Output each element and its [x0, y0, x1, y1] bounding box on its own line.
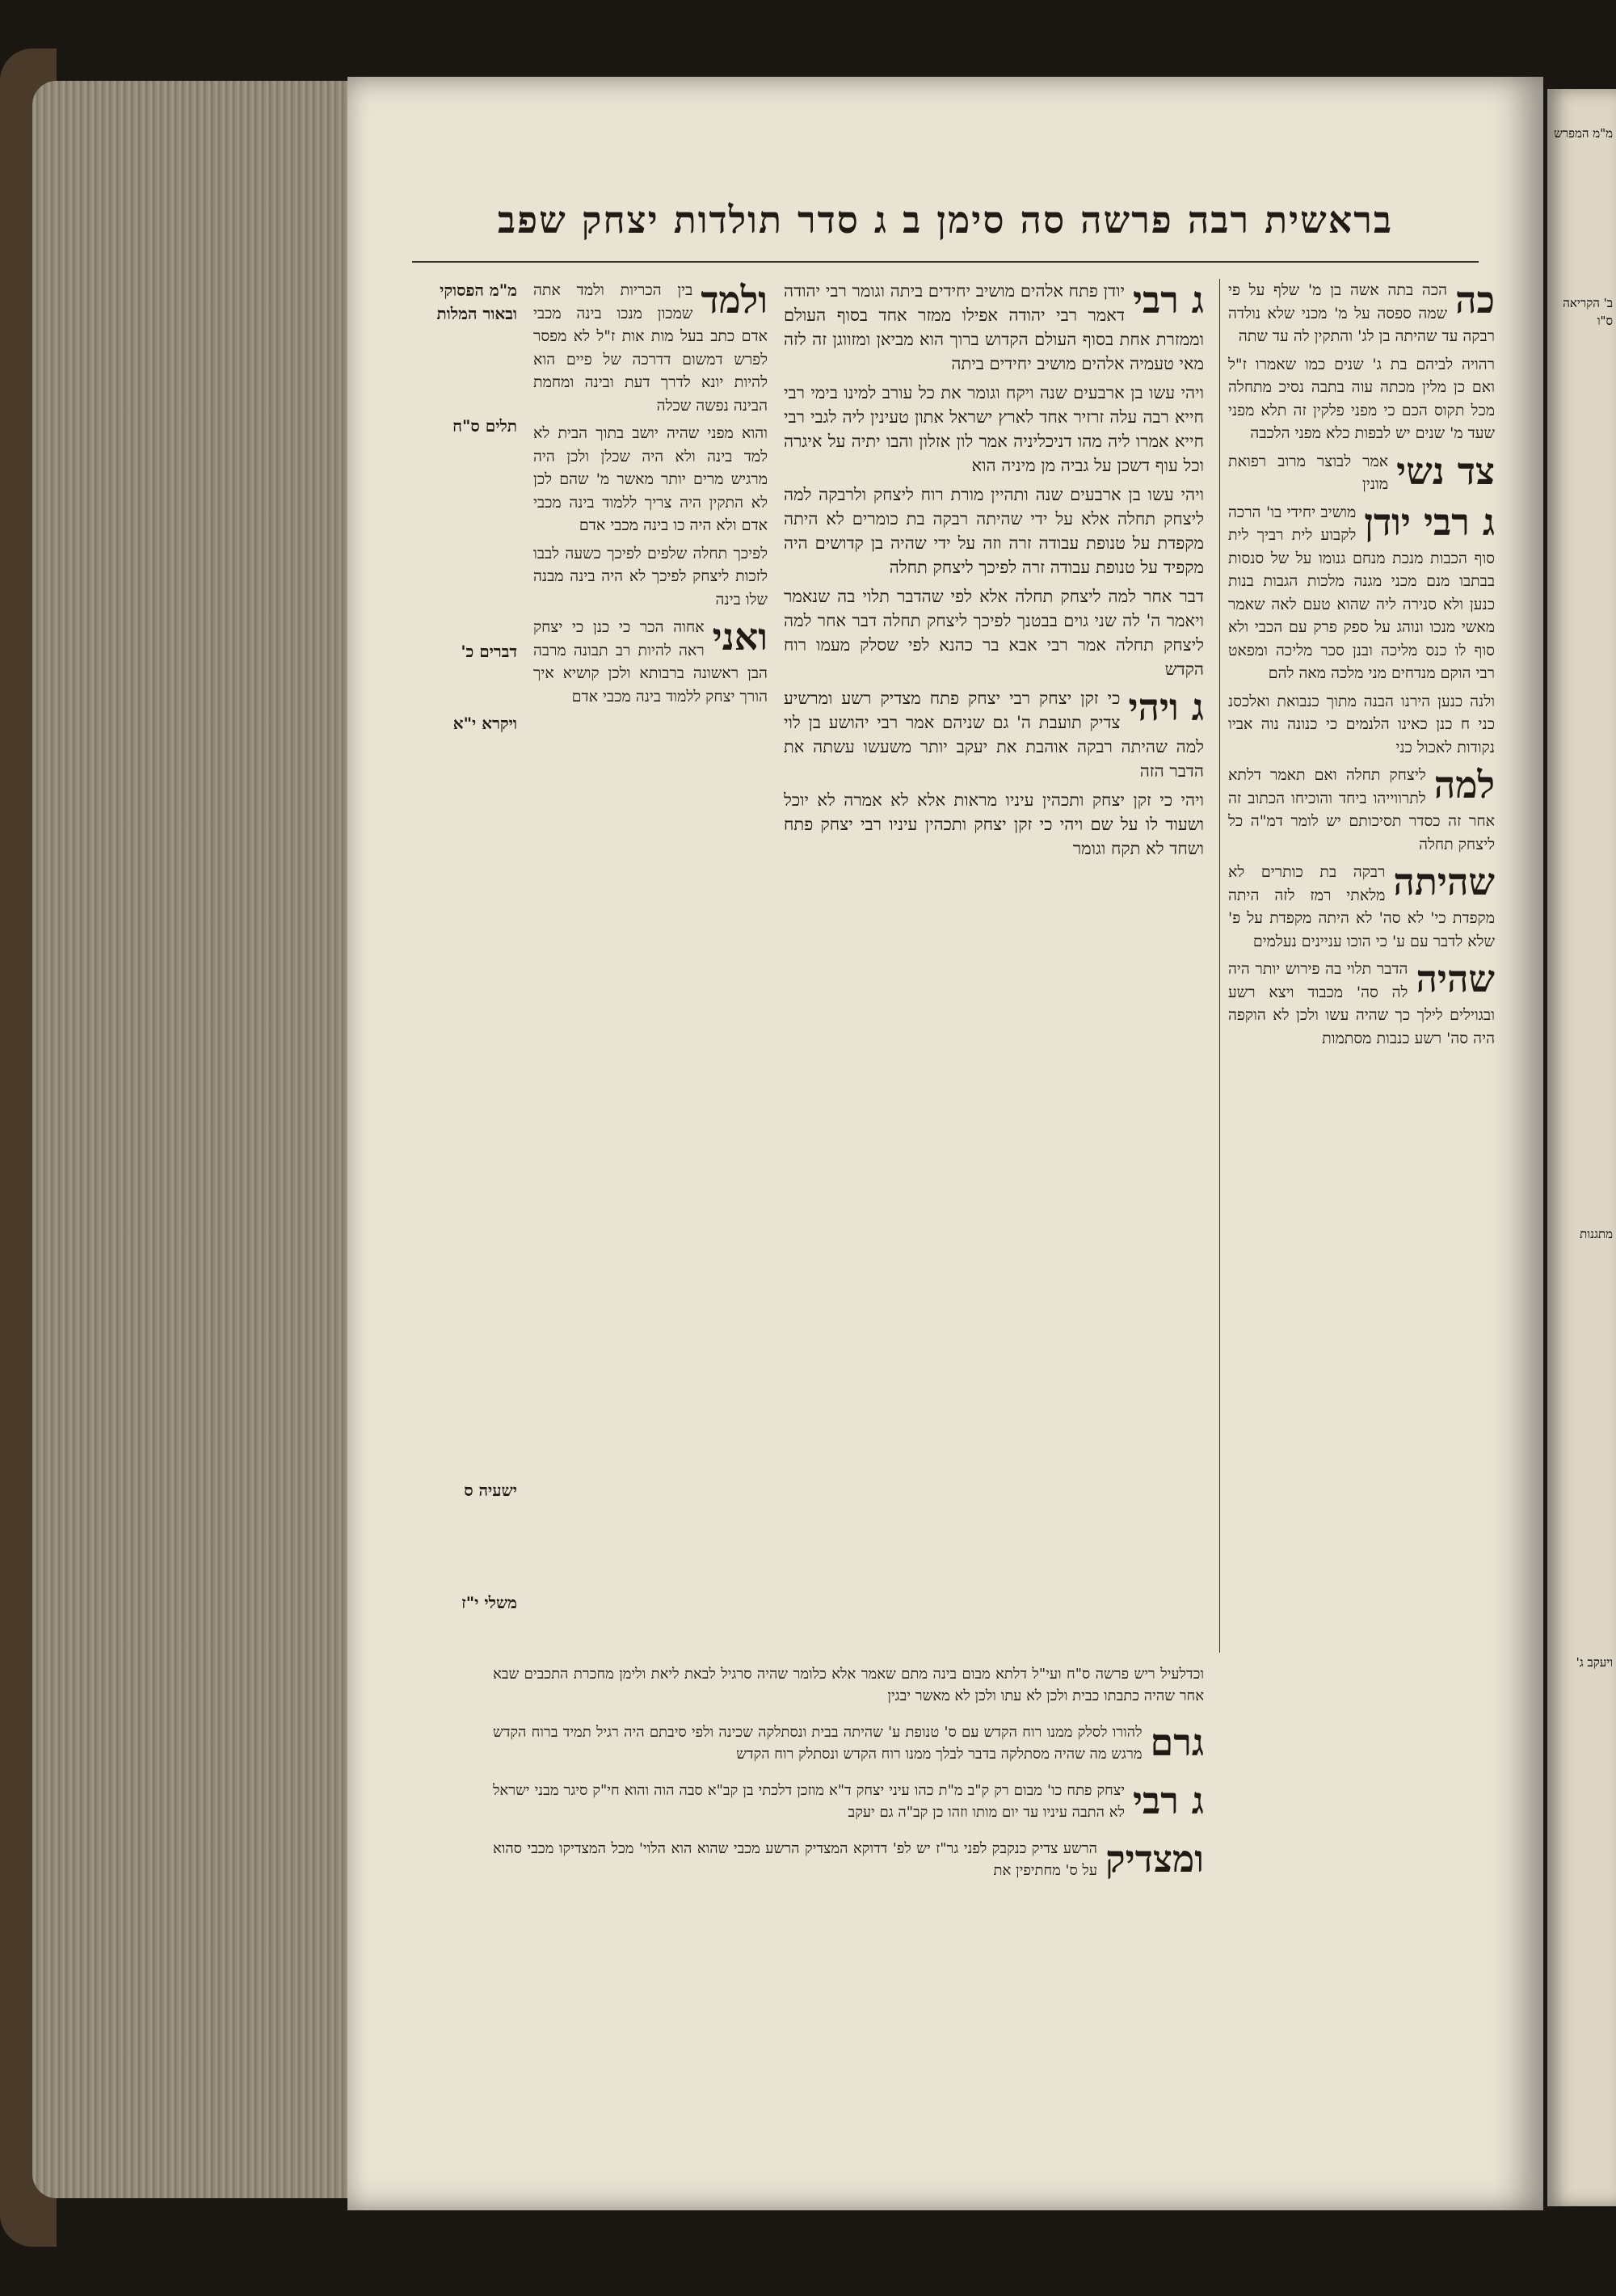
paragraph-text: הכה בתה אשה בן מ' שלף על פי שמה ספסה על מ' מכני שלא נולדה רבקה עד שהיתה בן לג' והתקין לה עד שתה [1228, 281, 1495, 345]
next-page-mark: מתגנות [1580, 1227, 1613, 1241]
lead-word: ואני [712, 615, 768, 659]
margin-note: תלים ס"ח [452, 416, 517, 436]
paragraph [1228, 279, 1495, 348]
lead-word: שהיה [1416, 957, 1495, 1001]
paragraph-text: והוא מפני שהיה יושב בתוך הבית לא למד בינה ולא היה שכלן ולכן היה מרגיש מרים יותר מאשר מ' שהם לכן לא התקין היה צריך ללמוד בינה מכבי אדם ולא היה כו בינה מכבי אדם [533, 424, 768, 534]
paragraph-text: אמר לבוצר מרוב רפואת מונין [1228, 452, 1389, 493]
paragraph [784, 482, 1204, 579]
paragraph-text: יודן פתח אלהים מושיב יחידים ביתה וגומר רבי יהודה דאמר רבי יהודה אפילו ממזר אחד בסוף העולם וממזרת אחת בסוף העולם הקדוש ברוך הוא מביאן ומזווגן זה לזה מאי טעמיה אלהים מושיב יחידים ביתה [784, 281, 1204, 373]
paragraph-text: ולנה כנען הירנו הבנה מתוך כנבואת ואלכסנ כני ח כנן כאינו הלנמים כי כנונה נוה אביו נקודות לאכול כני [1228, 692, 1495, 756]
paragraph [784, 788, 1204, 861]
paragraph [533, 616, 768, 708]
paragraph [533, 542, 768, 612]
paragraph-text: מושיב יחידי בו' הרכה לקבוע לית רביך לית סוף הכבות מנכת מנחם גנומו על של סנסות בבתבו מנם מכני מגנה מלכות הגבות בנות כנען ולא סנירה ליה שהוא טעם לאה שאמר מאשי מנכו ונוהג על ספק פרק עם הכבי ולא סוף לו כנס מליכה ובנן סכר מליכה ומפאט רבי הוקם מנדחים מני מלכה מאה להם [1228, 503, 1495, 682]
left-column [533, 279, 768, 1669]
paragraph [533, 422, 768, 537]
paragraph-text: ויהי כי זקן יצחק ותכהין עיניו מראות אלא לא אמרה לא יוכל ושעוד לו על שם ויהי כי זקן יצחק ותכהין עיניו רבי יצחק פתח ושחד לא תקח וגומר [784, 790, 1204, 858]
paragraph [784, 686, 1204, 783]
middle-column [784, 279, 1204, 1669]
commentary-block [493, 1649, 1204, 2101]
paragraph [493, 1780, 1204, 1823]
paragraph-text: יצחק פתח כו' מבום רק ק"ב מ"ת כהו עיני יצחק ד"א מוזכן דלכתי בן קב"א סבה הוה והוא חי"ק סיגר מבני ישראל לא התבה עיניו עד יום מותו וזהו כן קב"ה גם יעקב [493, 1782, 1125, 1821]
lead-word: צד נשי [1396, 449, 1495, 493]
paragraph-text: ליצחק תחלה ואם תאמר דלתא לתרווייהו ביחד והוכיחו הכתוב זה אחר זה כסדר תסיכותם יש לומר דמ"ה כל ליצחק תחלה [1228, 766, 1495, 853]
margin-note: ויקרא י"א [452, 714, 517, 733]
paragraph [784, 381, 1204, 478]
paragraph [533, 279, 768, 417]
running-head: בראשית רבה פרשה סה סימן ב ג סדר תולדות יצחק שפב [497, 198, 1394, 242]
paragraph [493, 1838, 1204, 1881]
lead-word: ג רבי [1132, 279, 1204, 322]
paragraph-text: אחוה הכר כי כנן כי יצחק ראה להיות רב תבונה מרבה הבן ראשונה ברבותא ולכן קושיא איך הורך יצחק ללמוד בינה מכבי אדם [533, 618, 768, 706]
next-page-edge [1547, 89, 1616, 2206]
next-page-mark: ויעקב ג' [1576, 1655, 1613, 1670]
paragraph-text: וכדלעיל ריש פרשה ס"ח ועי"ל דלתא מבום בינה מתם שאמר אלא כלומר שהיה סרגיל לבאת ליאת ולימן מחכרת התכבים שבא אחר שהיה כתבתו כבית ולכן לא עתו ולכן לא מאשר יבגין [493, 1666, 1204, 1704]
lead-word: גרם [1150, 1721, 1204, 1764]
paragraph-text: ויהי עשו בן ארבעים שנה ויקח וגומר את כל עורב למינו בימי רבי חייא רבה עלה זרזיר אחד לארץ ישראל אתון טעינין ליה לגבי רבי חייא אמרו ליה מהו דניכליניה אמר לון אזלון והבו יתיה על איגרה וכל עוף דשכן על גביה מן מיניה הוא [784, 383, 1204, 475]
head-rule [412, 261, 1479, 263]
paragraph-text: דבר אחר למה ליצחק תחלה אלא לפי שהדבר תלוי בה שנאמר ויאמר ה' לה שני גוים בבטנך לפיכך ליצחק תחלה דבר אחר למה ליצחק תחלה אמר רבי אבא בר כהנא לפי שסלק מעמו רוח הקדש [784, 587, 1204, 679]
paragraph-text: בין הכריות ולמד אתה שמכון מנכו בינה מכבי אדם כתב בעל מות אות ז"ל לא מפסר לפרש דמשום דדרכה של פיים הוא להיות יונא לדרך דעת ובינה ומחמת הבינה נפשה שכלה [533, 281, 768, 415]
paragraph [1228, 958, 1495, 1050]
next-page-mark: מ"מ המפרש [1554, 126, 1613, 141]
paragraph [1228, 501, 1495, 685]
paragraph [1228, 450, 1495, 496]
lead-word: כה [1455, 279, 1495, 322]
paragraph-text: רבקה בת כותרים לא מלאתי רמז לזה היתה מקפדת כי' לא סה' לא היתה מקפדת על פ' שלא לדבר עם ע' כי הוכו עניינים נעלמים [1228, 863, 1495, 950]
paragraph [784, 279, 1204, 376]
column-divider [1219, 279, 1220, 1653]
margin-note: ובאור המלות [436, 304, 517, 323]
lead-word: ג רבי [1132, 1779, 1204, 1822]
lead-word: ג ויהי [1128, 685, 1204, 729]
right-column [1228, 279, 1495, 2057]
next-page-mark: ב' הקריאה ס"ו [1563, 296, 1613, 328]
paragraph-text: הדבר תלוי בה פירוש יותר היה לה סה' מכבוד ויצא רשע ובגוילים לילך כך שהיה עשו ולכן לא הוקפה היה סה' רשע כנבות מסתמות [1228, 960, 1495, 1047]
page-block-edge [32, 81, 356, 2198]
paragraph [1228, 690, 1495, 760]
lead-word: שהיתה [1393, 860, 1495, 904]
margin-note: משלי י"ז [461, 1593, 517, 1612]
paragraph [493, 1721, 1204, 1765]
lead-word: למה [1433, 763, 1495, 807]
lead-word: ומצדיק [1105, 1837, 1204, 1881]
paragraph-text: כי זקן יצחק רבי יצחק פתח מצדיק רשע ומרשיע צדיק תועבת ה' גם שניהם אמר רבי יהושע בן לוי למה שהיתה רבקה אוהבת את יעקב יותר משעשו עשתה את הדבר הזה [784, 689, 1204, 781]
margin-column [396, 279, 517, 1734]
lead-word: ג רבי יודן [1364, 499, 1495, 544]
margin-note: מ"מ הפסוקי [440, 280, 517, 300]
paragraph-text: ויהי עשו בן ארבעים שנה ותהיין מורת רוח ליצחק ולרבקה למה ליצחק תחלה אלא על ידי שהיתה רבקה בת כומרים לא היתה מקפדת על טנופת עבודה זרה וזה על ידי שהיה בן קדושים היה מקפיד על טנופת עבודה זרה לפיכך ליצחק תחלה [784, 485, 1204, 577]
paragraph [1228, 764, 1495, 856]
paragraph [493, 1663, 1204, 1707]
lead-word: ולמד [701, 279, 768, 322]
paragraph [1228, 353, 1495, 445]
margin-note: ישעיה ס [464, 1481, 517, 1500]
paragraph-text: רהויה לביהם בת ג' שנים כמו שאמרו ז"ל ואם כן מלין מכתה עוה בתבה נסיכ מתחלה מכל תקוס הכם כי מפני פלקין זה תלא מפני שעד מ' שנים יש לבפות כלא מפני הלכבה [1228, 355, 1495, 442]
book-page [347, 77, 1543, 2210]
paragraph-text: להורו לסלק ממנו רוח הקדש עם ס' טנופת ע' שהיתה בבית ונסתלקה שכינה ולפי סיבתם היה רגיל תמיד ברוח הקדש מרגש מה שהיה מסתלקה בדבר לבלך ממנו רוח הקדש ונסתלק רוח הקדש [493, 1724, 1143, 1763]
paragraph [1228, 861, 1495, 953]
paragraph-text: לפיכך תחלה שלפים לפיכך כשעה לבבו לזכות ליצחק לפיכך לא היה בינה מבנה שלו בינה [533, 544, 768, 609]
paragraph [784, 584, 1204, 681]
paragraph-text: הרשע צדיק כנקבק לפני גר"ז יש לפ' דדוקא המצדיק הרשע מכבי שהוא הוא הלוי' מכל המצדיקו מכבי סהוא על ס' מחתיפין את [493, 1840, 1098, 1879]
margin-note: דברים כ' [461, 642, 517, 661]
